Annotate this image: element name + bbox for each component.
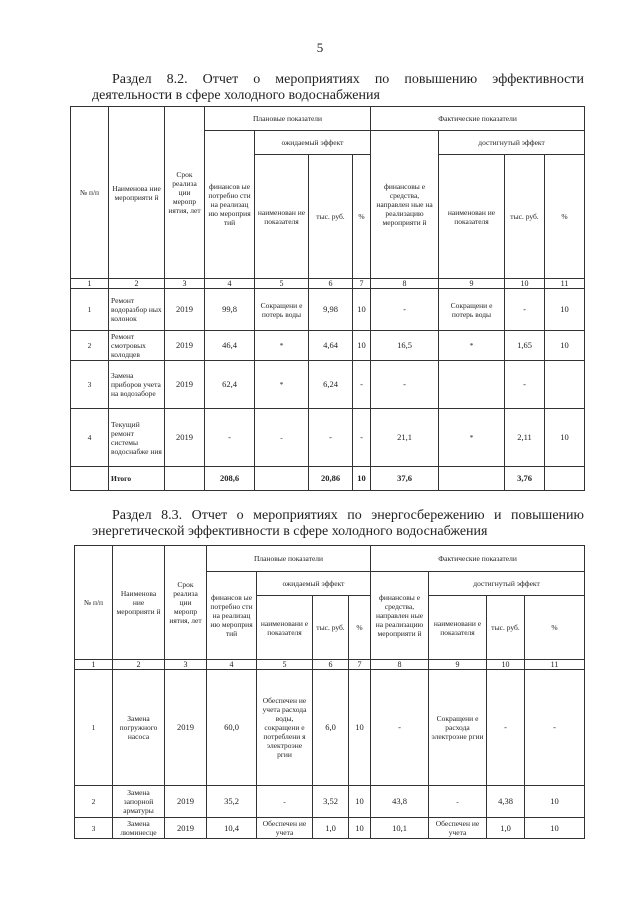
col-number: 6 xyxy=(309,279,353,289)
row-plan-fin: 10,4 xyxy=(207,818,257,839)
header-ind-name-2: наименован ие показателя xyxy=(439,155,505,279)
row-ach-pct: 10 xyxy=(545,331,585,361)
row-fact-fin: - xyxy=(371,289,439,331)
section-8-2-title-line2: деятельности в сфере холодного водоснабжения xyxy=(92,88,380,103)
table-row xyxy=(71,409,585,467)
total-plan-fin: 208,6 xyxy=(205,467,255,491)
header-fact-fin: финансовы е средства, направлен ные на реализацию мероприяти й xyxy=(371,572,429,660)
row-ach-pct: - xyxy=(525,670,585,786)
col-number: 1 xyxy=(71,279,109,289)
col-number: 7 xyxy=(353,279,371,289)
header-fact-fin: финансовы е средства, направлен ные на реализацию мероприяти й xyxy=(371,131,439,279)
col-number: 2 xyxy=(109,279,165,289)
header-plan-fin: финансов ые потребно сти на реализац ию мероприя тий xyxy=(205,131,255,279)
row-num: 1 xyxy=(71,289,109,331)
col-number: 8 xyxy=(371,279,439,289)
header-term: Срок реализа ции меропр иятия, лет xyxy=(165,107,205,279)
total-label: Итого xyxy=(109,467,165,491)
row-exp-rub: 3,52 xyxy=(313,786,349,818)
row-fact-fin: - xyxy=(371,670,429,786)
table-row xyxy=(71,331,585,361)
header-pct-2: % xyxy=(525,596,585,660)
row-ach-name: Обеспечен ие учета xyxy=(429,818,487,839)
header-expected: ожидаемый эффект xyxy=(257,572,371,596)
row-ach-name: - xyxy=(429,786,487,818)
total-row xyxy=(71,467,585,491)
row-exp-pct: - xyxy=(353,361,371,409)
row-term: 2019 xyxy=(165,786,207,818)
row-plan-fin: 46,4 xyxy=(205,331,255,361)
row-name: Текущий ремонт системы водоснабже ния xyxy=(109,409,165,467)
page-number: 5 xyxy=(316,40,324,55)
header-pct: % xyxy=(349,596,371,660)
col-number: 8 xyxy=(371,660,429,670)
col-number: 7 xyxy=(349,660,371,670)
header-rub-2: тыс. руб. xyxy=(505,155,545,279)
col-number: 4 xyxy=(207,660,257,670)
row-ach-rub: 1,65 xyxy=(505,331,545,361)
header-rub: тыс. руб. xyxy=(309,155,353,279)
header-achieved: достигнутый эффект xyxy=(429,572,585,596)
row-exp-rub: 1,0 xyxy=(313,818,349,839)
row-plan-fin: 62,4 xyxy=(205,361,255,409)
header-term: Срок реализа ции меропр иятия, лет xyxy=(165,546,207,660)
row-plan-fin: 35,2 xyxy=(207,786,257,818)
table-row xyxy=(75,670,585,786)
row-plan-fin: 60,0 xyxy=(207,670,257,786)
row-exp-rub: - xyxy=(309,409,353,467)
row-name: Ремонт водоразбор ных колонок xyxy=(109,289,165,331)
row-exp-rub: 4,64 xyxy=(309,331,353,361)
row-exp-name: Обеспечен ие учета расхода воды, сокращени е потреблени я электроэне ргии xyxy=(257,670,313,786)
header-name: Наименова ние мероприяти й xyxy=(109,107,165,279)
header-plan: Плановые показатели xyxy=(205,107,371,131)
row-term: 2019 xyxy=(165,289,205,331)
header-ind-name: наименовани е показателя xyxy=(257,596,313,660)
header-achieved: достигнутый эффект xyxy=(439,131,585,155)
section-8-2-title-line1: Раздел 8.2. Отчет о мероприятиях по повышению эффективности xyxy=(112,72,584,87)
row-exp-name: Сокращени е потерь воды xyxy=(255,289,309,331)
section-8-2-heading xyxy=(92,72,584,104)
col-number: 11 xyxy=(545,279,585,289)
header-ind-name: наименован ие показателя xyxy=(255,155,309,279)
col-number: 11 xyxy=(525,660,585,670)
row-term: 2019 xyxy=(165,409,205,467)
row-ach-name: Сокращени е расхода электроэне ргии xyxy=(429,670,487,786)
row-num: 3 xyxy=(75,818,113,839)
col-number: 5 xyxy=(257,660,313,670)
row-exp-name: - xyxy=(255,409,309,467)
row-ach-rub: - xyxy=(487,670,525,786)
row-plan-fin: - xyxy=(205,409,255,467)
row-ach-name: * xyxy=(439,409,505,467)
table-row xyxy=(75,818,585,839)
row-num: 1 xyxy=(75,670,113,786)
row-name: Замена приборов учета на водозаборе xyxy=(109,361,165,409)
col-number: 3 xyxy=(165,660,207,670)
row-plan-fin: 99,8 xyxy=(205,289,255,331)
col-number: 2 xyxy=(113,660,165,670)
header-plan: Плановые показатели xyxy=(207,546,371,572)
row-ach-name: Сокращени е потерь воды xyxy=(439,289,505,331)
section-8-2-table xyxy=(70,106,585,491)
row-exp-rub: 6,24 xyxy=(309,361,353,409)
header-fact: Фактические показатели xyxy=(371,546,585,572)
col-number: 10 xyxy=(505,279,545,289)
col-number: 9 xyxy=(429,660,487,670)
row-ach-pct: 10 xyxy=(525,818,585,839)
row-exp-name: - xyxy=(257,786,313,818)
row-ach-rub: 1,0 xyxy=(487,818,525,839)
row-exp-rub: 9,98 xyxy=(309,289,353,331)
header-fact: Фактические показатели xyxy=(371,107,585,131)
total-exp-rub: 20,86 xyxy=(309,467,353,491)
total-exp-pct: 10 xyxy=(353,467,371,491)
header-pct: % xyxy=(353,155,371,279)
col-number: 1 xyxy=(75,660,113,670)
row-ach-pct: 10 xyxy=(545,289,585,331)
row-exp-pct: 10 xyxy=(353,289,371,331)
col-number: 3 xyxy=(165,279,205,289)
row-ach-rub: - xyxy=(505,289,545,331)
section-8-3-title-line2: энергетической эффективности в сфере холодного водоснабжения xyxy=(92,524,488,539)
col-number: 10 xyxy=(487,660,525,670)
row-exp-pct: 10 xyxy=(349,670,371,786)
row-exp-pct: 10 xyxy=(353,331,371,361)
section-8-3-title-line1: Раздел 8.3. Отчет о мероприятиях по энергосбережению и повышению xyxy=(112,508,584,523)
row-term: 2019 xyxy=(165,331,205,361)
row-fact-fin: 43,8 xyxy=(371,786,429,818)
header-expected: ожидаемый эффект xyxy=(255,131,371,155)
header-rub-2: тыс. руб. xyxy=(487,596,525,660)
header-name: Наименова ние мероприяти й xyxy=(113,546,165,660)
row-exp-name: * xyxy=(255,331,309,361)
row-fact-fin: 16,5 xyxy=(371,331,439,361)
row-exp-rub: 6,0 xyxy=(313,670,349,786)
row-ach-pct: 10 xyxy=(525,786,585,818)
row-ach-rub: - xyxy=(505,361,545,409)
row-name: Ремонт смотровых колодцев xyxy=(109,331,165,361)
row-ach-name xyxy=(439,361,505,409)
row-num: 2 xyxy=(71,331,109,361)
row-term: 2019 xyxy=(165,361,205,409)
total-fact-fin: 37,6 xyxy=(371,467,439,491)
row-name: Замена погружного насоса xyxy=(113,670,165,786)
header-num: № п/п xyxy=(71,107,109,279)
row-name: Замена запорной арматуры xyxy=(113,786,165,818)
row-exp-pct: - xyxy=(353,409,371,467)
total-ach-rub: 3,76 xyxy=(505,467,545,491)
row-fact-fin: - xyxy=(371,361,439,409)
header-num: № п/п xyxy=(75,546,113,660)
row-ach-rub: 2,11 xyxy=(505,409,545,467)
row-num: 2 xyxy=(75,786,113,818)
row-num: 4 xyxy=(71,409,109,467)
table-row xyxy=(75,786,585,818)
col-number: 9 xyxy=(439,279,505,289)
table-row xyxy=(71,289,585,331)
row-exp-pct: 10 xyxy=(349,818,371,839)
row-name: Замена люминесце xyxy=(113,818,165,839)
row-fact-fin: 10,1 xyxy=(371,818,429,839)
col-number: 4 xyxy=(205,279,255,289)
row-exp-name: * xyxy=(255,361,309,409)
row-term: 2019 xyxy=(165,818,207,839)
row-ach-name: * xyxy=(439,331,505,361)
section-8-3-table xyxy=(74,545,585,839)
row-ach-pct: 10 xyxy=(545,409,585,467)
row-exp-pct: 10 xyxy=(349,786,371,818)
section-8-3-heading xyxy=(92,508,584,540)
table-row xyxy=(71,361,585,409)
header-pct-2: % xyxy=(545,155,585,279)
header-plan-fin: финансов ые потребно сти на реализац ию мероприя тий xyxy=(207,572,257,660)
col-number: 6 xyxy=(313,660,349,670)
header-rub: тыс. руб. xyxy=(313,596,349,660)
row-ach-pct xyxy=(545,361,585,409)
row-term: 2019 xyxy=(165,670,207,786)
row-exp-name: Обеспечен ие учета xyxy=(257,818,313,839)
row-ach-rub: 4,38 xyxy=(487,786,525,818)
header-ind-name-2: наименовани е показателя xyxy=(429,596,487,660)
row-fact-fin: 21,1 xyxy=(371,409,439,467)
row-num: 3 xyxy=(71,361,109,409)
col-number: 5 xyxy=(255,279,309,289)
